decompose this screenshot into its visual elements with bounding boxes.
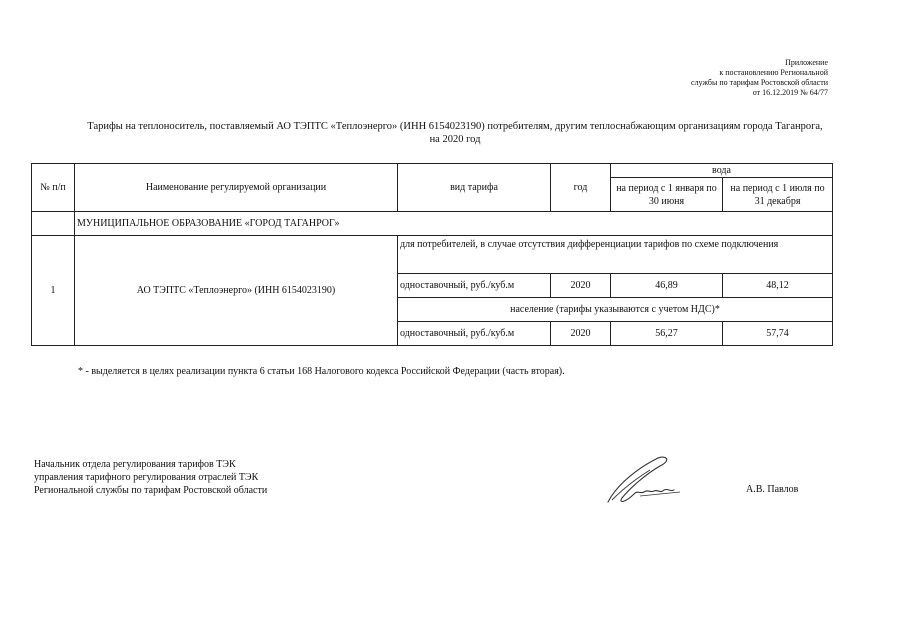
appendix-line: Приложение [785,58,828,67]
signatory-line: Региональной службы по тарифам Ростовской области [34,485,268,496]
appendix-line: службы по тарифам Ростовской области [691,78,828,87]
tariff-value-p1: 56,27 [611,322,723,346]
tariff-type-cell: одноставочный, руб./куб.м [398,274,551,298]
header-period2: на период с 1 июля по 31 декабря [723,178,833,212]
header-period1: на период с 1 января по 30 июня [611,178,723,212]
header-water: вода [611,164,833,178]
document-title [40,120,870,146]
appendix-line: к постановлению Региональной [719,68,828,77]
empty-cell [32,212,75,236]
handwritten-signature [600,452,690,512]
section-population: население (тарифы указываются с учетом НДС)* [398,298,833,322]
tariff-value-p2: 57,74 [723,322,833,346]
header-tariff-type: вид тарифа [398,164,551,212]
header-year: год [551,164,611,212]
appendix-line: от 16.12.2019 № 64/77 [752,88,828,97]
footnote: * - выделяется в целях реализации пункта 6 статьи 168 Налогового кодекса Российской Федерации (часть вторая). [78,366,565,377]
year-cell: 2020 [551,274,611,298]
title-line: Тарифы на теплоноситель, поставляемый АО ТЭПТС «Теплоэнерго» (ИНН 6154023190) потребителям, другим теплоснабжающим организациям города Таганрога, [87,121,823,132]
tariff-type-cell: одноставочный, руб./куб.м [398,322,551,346]
tariff-value-p1: 46,89 [611,274,723,298]
row-number: 1 [32,236,75,346]
signatory-line: Начальник отдела регулирования тарифов ТЭК [34,459,236,470]
municipality-row: МУНИЦИПАЛЬНОЕ ОБРАЗОВАНИЕ «ГОРОД ТАГАНРОГ» [75,212,833,236]
signatory-name: А.В. Павлов [746,484,799,495]
org-name: АО ТЭПТС «Теплоэнерго» (ИНН 6154023190) [75,236,398,346]
year-cell: 2020 [551,322,611,346]
title-line: на 2020 год [429,134,481,145]
header-num: № п/п [32,164,75,212]
signatory-line: управления тарифного регулирования отраслей ТЭК [34,472,259,483]
signatory-position [34,458,267,497]
appendix-header [691,58,828,98]
tariff-value-p2: 48,12 [723,274,833,298]
section-consumers: для потребителей, в случае отсутствия дифференциации тарифов по схеме подключения [398,236,833,274]
header-org: Наименование регулируемой организации [75,164,398,212]
tariff-table [31,163,833,346]
